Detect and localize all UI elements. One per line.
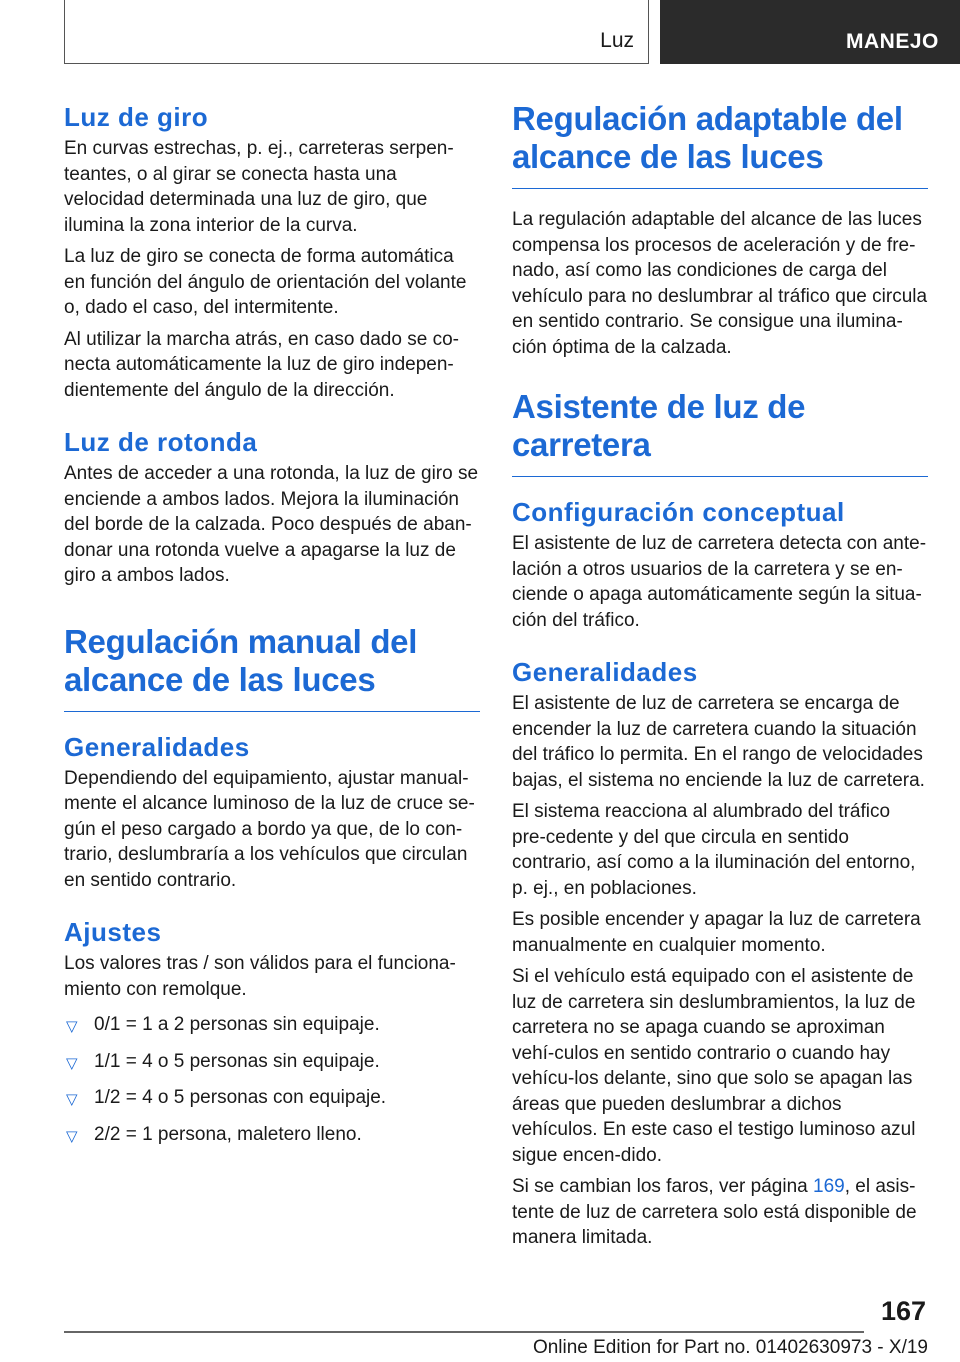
list-item: ▽ 2/2 = 1 persona, maletero lleno. [64, 1122, 480, 1148]
heading-asistente-luz-carretera: Asistente de luz de carretera [512, 388, 928, 477]
footer-divider [64, 1331, 864, 1333]
paragraph: El asistente de luz de carretera detecta con ante-lación a otros usuarios de la carretera y se en-ciende o apaga automáticamente según la situa-ción del tráfico. [512, 533, 927, 631]
heading-luz-de-rotonda: Luz de rotonda [64, 427, 258, 457]
page-number: 167 [880, 1296, 926, 1326]
paragraph: Si el vehículo está equipado con el asistente de luz de carretera sin deslumbramientos, la luz de carretera no se apaga cuando se aproximan vehí-culos en sentido contrario o cuando hay vehícu-los delante, sino que solo se apagan las áreas que pueden deslumbrar a dichos vehículos. En este caso el testigo luminoso azul sigue encen-dido. [512, 966, 916, 1166]
heading-regulacion-adaptable: Regulación adaptable del alcance de las luces [512, 100, 928, 189]
triangle-bullet-icon: ▽ [66, 1127, 78, 1145]
header-chapter-label: MANEJO [846, 30, 939, 53]
footer-edition [0, 1337, 960, 1359]
paragraph: Si se cambian los faros, ver página 169, el asis-tente de luz de carretera solo está disponible de manera limitada. [512, 1176, 917, 1248]
paragraph: En curvas estrechas, p. ej., carreteras serpen-teantes, o al girar se conecta hasta una velocidad determinada una luz de giro, que ilumina la zona interior de la curva. [64, 138, 454, 236]
paragraph: Antes de acceder a una rotonda, la luz de giro se enciende a ambos lados. Mejora la iluminación del borde de la calzada. Poco después de aban-donar una rotonda vuelve a apagarse la luz de giro a ambos lados. [64, 463, 479, 586]
triangle-bullet-icon: ▽ [66, 1091, 78, 1108]
paragraph: Dependiendo del equipamiento, ajustar manual-mente el alcance luminoso de la luz de cruce se-gún el peso cargado a bordo ya que, de lo con-trario, deslumbraría a los vehículos que circulan en sentido contrario. [64, 767, 475, 891]
page-reference-link[interactable]: 169 [813, 1176, 845, 1197]
footer-edition-text: Online Edition for Part no. 01402630973 - X/19 [532, 1337, 928, 1358]
header-section-box [64, 0, 649, 64]
list-item: ▽ 1/1 = 4 o 5 personas sin equipaje. [64, 1049, 480, 1075]
paragraph: La luz de giro se conecta de forma automática en función del ángulo de orientación del volante o, dado el caso, del intermitente. [64, 246, 467, 318]
left-column [64, 100, 480, 1158]
paragraph: Es posible encender y apagar la luz de carretera manualmente en cualquier momento. [512, 909, 921, 956]
list-item: ▽ 0/1 = 1 a 2 personas sin equipaje. [64, 1012, 480, 1038]
list-item: ▽ 1/2 = 4 o 5 personas con equipaje. [64, 1085, 480, 1111]
heading-generalidades-asistente: Generalidades [512, 657, 698, 687]
header-section-label: Luz [600, 29, 634, 52]
header-chapter-tab [660, 0, 960, 64]
paragraph: La regulación adaptable del alcance de las luces compensa los procesos de aceleración y de fre-nado, así como las condiciones de carga del vehículo para no deslumbrar al tráfico que circula en sentido contrario. Se consigue una ilumina-ción óptima de la calzada. [512, 209, 928, 358]
right-column [512, 100, 928, 1257]
triangle-bullet-icon: ▽ [66, 1018, 78, 1035]
triangle-bullet-icon: ▽ [66, 1054, 78, 1072]
paragraph: Al utilizar la marcha atrás, en caso dado se co-necta automáticamente la luz de giro indepen-dientemente del ángulo de la dirección. [64, 328, 459, 401]
paragraph: El sistema reacciona al alumbrado del tráfico pre-cedente y del que circula en sentido contrario, así como a la iluminación del entorno, p. ej., en poblaciones. [512, 801, 916, 899]
heading-ajustes: Ajustes [64, 917, 162, 947]
heading-generalidades: Generalidades [64, 731, 250, 762]
heading-configuracion-conceptual: Configuración conceptual [512, 497, 845, 527]
heading-luz-de-giro: Luz de giro [64, 102, 209, 132]
paragraph: El asistente de luz de carretera se encarga de encender la luz de carretera cuando la situación del tráfico lo permita. En el rango de velocidades bajas, el sistema no enciende la luz de carretera. [512, 693, 925, 791]
paragraph: Los valores tras / son válidos para el funciona-miento con remolque. [64, 953, 456, 1000]
ajustes-list [64, 1012, 480, 1147]
heading-regulacion-manual: Regulación manual del alcance de las luces [64, 623, 480, 712]
